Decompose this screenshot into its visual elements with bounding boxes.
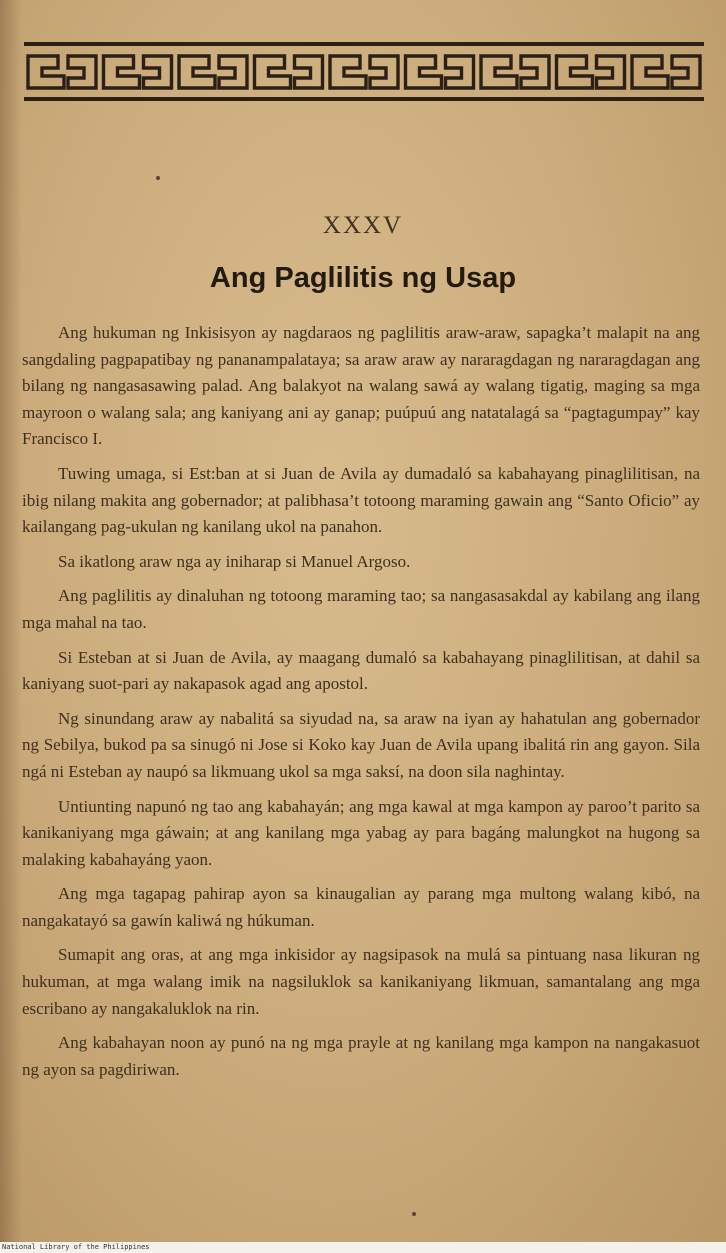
key-motif xyxy=(104,56,172,88)
ink-speck xyxy=(156,176,160,180)
key-motif xyxy=(557,56,625,88)
key-motif xyxy=(481,56,549,88)
page-edge-shadow xyxy=(0,0,22,1242)
paragraph: Ng sinundang araw ay nabalitá sa siyudad na, sa araw na iyan ay hahatulan ang gobernador ng Sebilya, bukod pa sa sinugó ni Jose si Koko kay Juan de Avila upang ibalitá rin ang gayon. Sila ngá ni Esteban ay naupó sa likmuang ukol sa mga saksí, na doon sila naghintay. xyxy=(22,708,700,781)
chapter-number: XXXV xyxy=(322,212,404,239)
key-motif xyxy=(330,56,398,88)
ink-speck xyxy=(412,1212,416,1216)
key-motif xyxy=(255,56,323,88)
paragraph: Ang hukuman ng Inkisisyon ay nagdaraos ng paglilitis araw-araw, sapagka’t malapit na ang sangdaling pagpapatibay ng pananampalataya; sa araw araw ay nararagdagan ng nararagdagan ang bilang ng nangasasawing palad. Ang balakyot na walang sawá ay walang tigatig, maging sa mga mayroon o walang sala; ang kaniyang ani ay ganap; puúpuú ang natatalagá sa “pagtagumpay” kay Francisco I. xyxy=(22,323,700,449)
paragraph: Tuwing umaga, si Est:ban at si Juan de Avila ay dumadaló sa kabahayang pinaglilitisan, na ibig nilang makita ang gobernador; at palibhasa’t totoong maraming gawain ang “Santo Oficio” ay kailangang pag-ukulan ng kanilang ukol na panahon. xyxy=(22,463,700,537)
paragraph: Sumapit ang oras, at ang mga inkisidor ay nagsipasok na mulá sa pintuang nasa likuran ng hukuman, at mga walang imik na nagsiluklok sa kanikaniyang likmuan, samantalang ang mga escribano ay nangakaluklok na rin. xyxy=(22,945,700,1018)
key-motif xyxy=(28,56,96,88)
paragraph: Untiunting napunó ng tao ang kabahayán; ang mga kawal at mga kampon ay paroo’t parito sa kanikaniyang mga gáwain; at ang kanilang mga yabag ay para bagáng malungkot na hugong sa malaking kabahayáng yaon. xyxy=(22,796,700,869)
paragraph: Ang paglilitis ay dinaluhan ng totoong maraming tao; sa nangasasakdal ay kabilang ang ilang mga mahal na tao. xyxy=(22,586,700,632)
paragraph: Si Esteban at si Juan de Avila, ay maagang dumaló sa kabahayang pinaglilitisan, at dahil sa kaniyang suot-pari ay nakapasok agad ang apostol. xyxy=(22,647,700,694)
key-motif xyxy=(632,56,700,88)
library-credit: National Library of the Philippines xyxy=(0,1242,726,1253)
paragraph: Ang mga tagapag pahirap ayon sa kinaugalian ay parang mga multong walang kibó, na nangakatayó sa gawín kaliwá ng húkuman. xyxy=(22,884,700,930)
paragraph: Ang kabahayan noon ay punó na ng mga prayle at ng kanilang mga kampon na nangakasuot ng ayon sa pagdiriwan. xyxy=(22,1033,700,1079)
greek-key-border-ornament xyxy=(24,42,704,102)
chapter-title: Ang Paglilitis ng Usap xyxy=(209,262,517,294)
key-motif xyxy=(406,56,474,88)
paragraph: Sa ikatlong araw nga ay iniharap si Manuel Argoso. xyxy=(58,551,411,571)
chapter-body xyxy=(22,320,700,1091)
key-motif xyxy=(179,56,247,88)
